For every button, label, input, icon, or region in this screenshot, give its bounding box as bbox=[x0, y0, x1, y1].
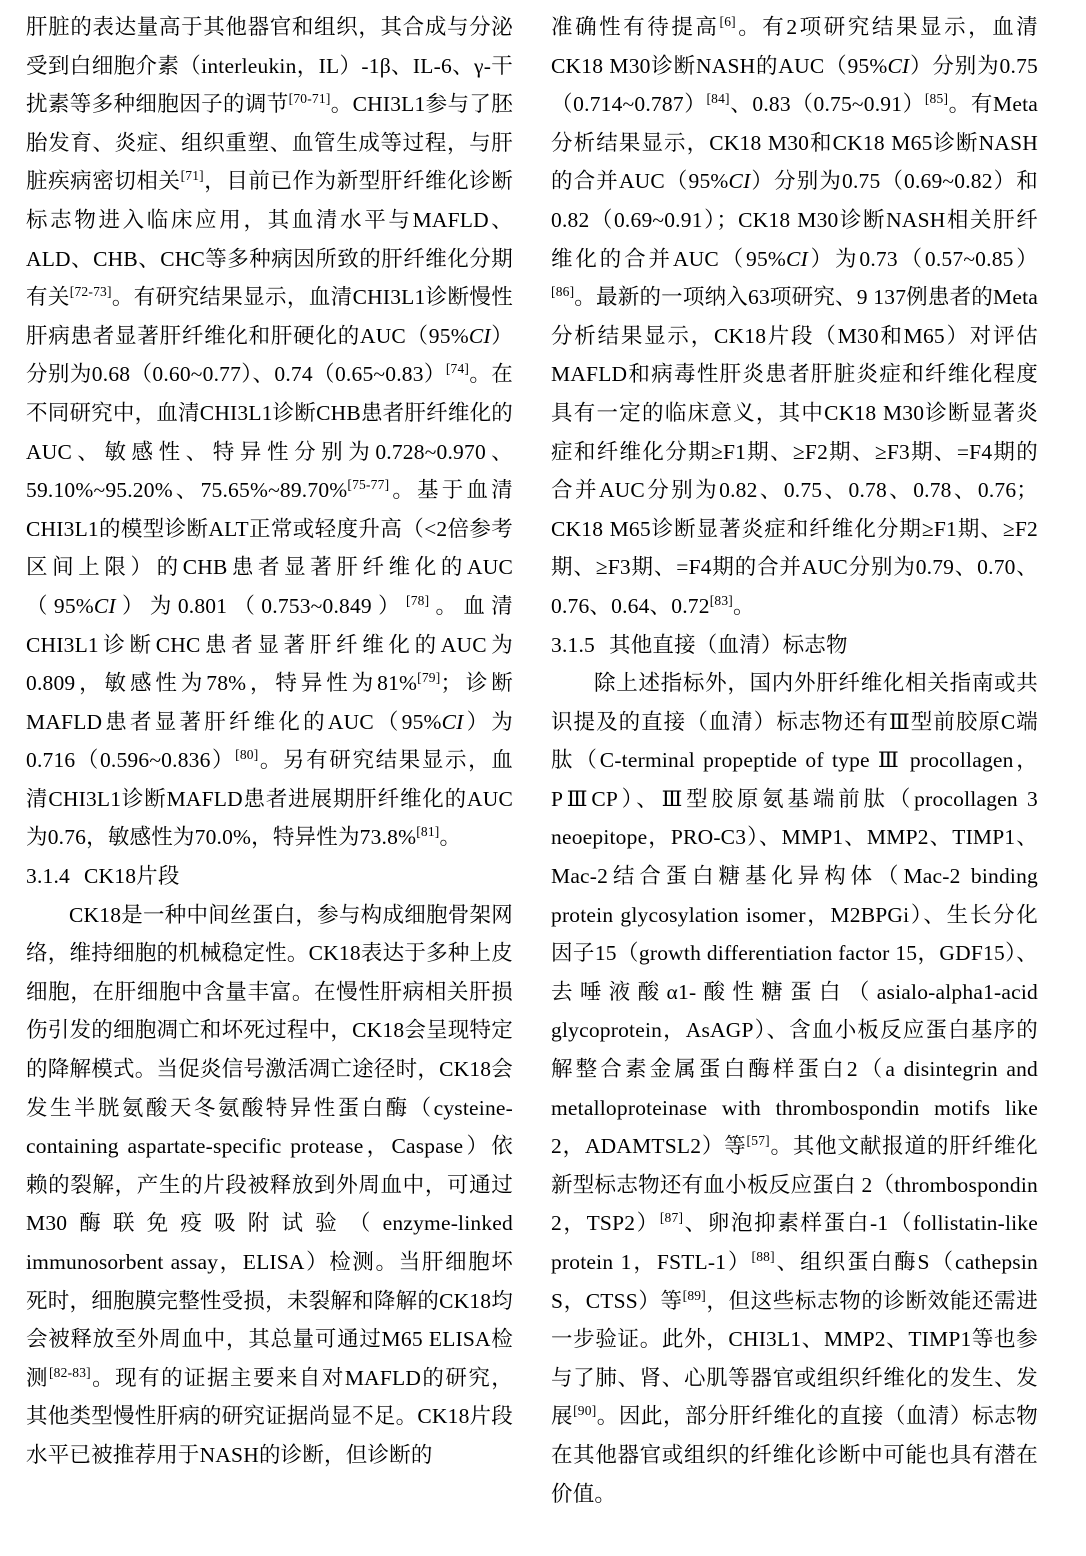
citation-ref: [6] bbox=[719, 13, 736, 29]
text-run: 、组织蛋白酶S（cathepsin S，CTSS）等 bbox=[551, 1250, 1038, 1313]
text-run: 。其他文献报道的肝纤维化新型标志物还有血小板反应蛋白 2（thrombospondin 2，TSP2） bbox=[551, 1134, 1038, 1236]
text-run: 。最新的一项纳入63项研究、9 137例患者的Meta分析结果显示，CK18片段（M30和M65）对评估MAFLD和病毒性肝炎患者肝脏炎症和纤维化程度具有一定的临床意义，其中CK18 M30诊断显著炎症和纤维化分期≥F1期、≥F2期、≥F3期、=F4期的合并AUC分别为0.82、0.75、0.78、0.78、0.76；CK18 M65诊断显著炎症和纤维化分期≥F1期、≥F2期、≥F3期、=F4期的合并AUC分别为0.79、0.70、0.76、0.64、0.72 bbox=[551, 285, 1038, 618]
citation-ref: [85] bbox=[924, 91, 949, 107]
citation-ref: [90] bbox=[573, 1403, 597, 1419]
text-run: 、卵泡抑素样蛋白-1（follistatin-like protein 1，FSTL-1） bbox=[551, 1211, 1039, 1274]
text-run: ）为0.716（0.596~0.836） bbox=[26, 709, 514, 773]
citation-ref: [74] bbox=[445, 361, 470, 377]
text-run: 肝脏的表达量高于其他器官和组织，其合成与分泌受到白细胞介素（interleukin，IL）-1β、IL-6、γ-干扰素等多种细胞因子的调节 bbox=[26, 15, 513, 117]
citation-ref: [80] bbox=[235, 747, 259, 763]
paragraph-chi3l1 bbox=[26, 8, 513, 857]
ci-italic: CI bbox=[441, 709, 464, 734]
text-run: 、0.83（0.75~0.91） bbox=[729, 92, 925, 117]
text-run: ）为0.73（0.57~0.85） bbox=[807, 246, 1038, 271]
left-column bbox=[26, 8, 513, 1546]
text-run: ；诊断MAFLD患者显著肝纤维化的AUC（95% bbox=[26, 671, 513, 734]
right-column bbox=[551, 8, 1038, 1546]
text-run: CK18是一种中间丝蛋白，参与构成细胞骨架网络，维持细胞的机械稳定性。CK18表达于多种上皮细胞，在肝细胞中含量丰富。在慢性肝病相关肝损伤引发的细胞凋亡和坏死过程中，CK18会呈现特定的降解模式。当促炎信号激活凋亡途径时，CK18会发生半胱氨酸天冬氨酸特异性蛋白酶（cysteine-containing aspartate-specific protease，Caspase）依赖的裂解，产生的片段被释放到外周血中，可通过M30酶联免疫吸附试验（enzyme-linked immunosorbent assay，ELISA）检测。当肝细胞坏死时，细胞膜完整性受损，未裂解和降解的CK18均会被释放至外周血中，其总量可通过M65 ELISA检测 bbox=[26, 902, 513, 1390]
text-run: 。 bbox=[732, 593, 755, 618]
citation-ref: [79] bbox=[417, 669, 441, 685]
ci-italic: CI bbox=[786, 246, 808, 271]
text-run: ）分别为0.75（0.69~0.82）和0.82（0.69~0.91）；CK18 M30诊断NASH相关肝纤维化的合并AUC（95% bbox=[551, 169, 1038, 271]
text-run: 。血清CHI3L1诊断CHC患者显著肝纤维化的AUC为0.809，敏感性为78%，特异性为81% bbox=[26, 593, 513, 696]
citation-ref: [70-71] bbox=[288, 91, 331, 107]
text-run: 。另有研究结果显示，血清CHI3L1诊断MAFLD患者进展期肝纤维化的AUC为0.76，敏感性为70.0%，特异性为73.8% bbox=[26, 748, 514, 850]
text-run: 。有Meta分析结果显示，CK18 M30和CK18 M65诊断NASH的合并AUC（95% bbox=[551, 92, 1038, 194]
text-run: 。 bbox=[439, 825, 462, 850]
section-title: CK18片段 bbox=[84, 864, 180, 889]
ci-italic: CI bbox=[887, 53, 910, 78]
citation-ref: [84] bbox=[706, 91, 730, 107]
text-run: 。因此，部分肝纤维化的直接（血清）标志物在其他器官或组织的纤维化诊断中可能也具有潜在价值。 bbox=[551, 1404, 1038, 1506]
section-number: 3.1.4 bbox=[26, 864, 70, 889]
citation-ref: [86] bbox=[551, 284, 575, 299]
text-run: 。基于血清CHI3L1的模型诊断ALT正常或轻度升高（<2倍参考区间上限）的CHB患者显著肝纤维化的AUC（95% bbox=[26, 478, 513, 618]
text-run: 。有2项研究结果显示，血清CK18 M30诊断NASH的AUC（95% bbox=[551, 15, 1038, 78]
section-heading-3-1-4 bbox=[26, 857, 513, 896]
citation-ref: [88] bbox=[751, 1248, 775, 1264]
section-number: 3.1.5 bbox=[551, 632, 595, 657]
ci-italic: CI bbox=[468, 323, 491, 348]
paragraph-ck18 bbox=[26, 896, 513, 1475]
section-title: 其他直接（血清）标志物 bbox=[609, 632, 848, 657]
citation-ref: [71] bbox=[180, 168, 204, 184]
text-run: 除上述指标外，国内外肝纤维化相关指南或共识提及的直接（血清）标志物还有Ⅲ型前胶原C端肽（C-terminal propeptide of type Ⅲ procollagen，PⅢCP）、Ⅲ型胶原氨基端前肽（procollagen 3 neoepitope，PRO-C3）、MMP1、MMP2、TIMP1、Mac-2结合蛋白糖基化异构体（Mac-2 binding protein glycosylation isomer，M2BPGi）、生长分化因子15（growth differentiation factor 15，GDF15）、去唾液酸α1-酸性糖蛋白（asialo-alpha1-acid glycoprotein，AsAGP）、含血小板反应蛋白基序的解整合素金属蛋白酶样蛋白2（a disintegrin and metalloproteinase with thrombospondin motifs like 2，ADAMTSL2）等 bbox=[551, 671, 1038, 1159]
text-run: ）分别为0.75（0.714~0.787） bbox=[551, 53, 1038, 117]
ci-italic: CI bbox=[93, 593, 116, 618]
citation-ref: [78] bbox=[406, 592, 430, 608]
text-run: ）为0.801（0.753~0.849） bbox=[115, 593, 406, 618]
text-run: ，目前已作为新型肝纤维化诊断标志物进入临床应用，其血清水平与MAFLD、ALD、CHB、CHC等多种病因所致的肝纤维化分期有关 bbox=[26, 169, 513, 310]
text-run: ，但这些标志物的诊断效能还需进一步验证。此外，CHI3L1、MMP2、TIMP1等也参与了肺、肾、心肌等器官或组织纤维化的发生、发展 bbox=[551, 1288, 1038, 1429]
citation-ref: [81] bbox=[416, 824, 440, 840]
citation-ref: [87] bbox=[659, 1210, 684, 1226]
text-run: 。现有的证据主要来自对MAFLD的研究，其他类型慢性肝病的研究证据尚显不足。CK18片段水平已被推荐用于NASH的诊断，但诊断的 bbox=[26, 1365, 514, 1467]
paragraph-ck18-continued bbox=[551, 8, 1038, 626]
ci-italic: CI bbox=[728, 169, 751, 194]
citation-ref: [75-77] bbox=[347, 476, 390, 492]
section-heading-3-1-5 bbox=[551, 626, 1038, 665]
citation-ref: [57] bbox=[746, 1133, 770, 1149]
citation-ref: [83] bbox=[709, 592, 733, 608]
two-column-layout bbox=[26, 8, 1060, 1546]
citation-ref: [72-73] bbox=[69, 284, 112, 299]
text-run: 。CHI3L1参与了胚胎发育、炎症、组织重塑、血管生成等过程，与肝脏疾病密切相关 bbox=[26, 92, 513, 194]
citation-ref: [89] bbox=[682, 1287, 706, 1303]
text-run: 准确性有待提高 bbox=[551, 15, 720, 39]
paragraph-other-serum-markers bbox=[551, 664, 1038, 1513]
text-run: 。在不同研究中，血清CHI3L1诊断CHB患者肝纤维化的AUC、敏感性、特异性分别为0.728~0.970、59.10%~95.20%、75.65%~89.70% bbox=[26, 362, 513, 503]
citation-ref: [82-83] bbox=[48, 1364, 91, 1380]
text-run: ）分别为0.68（0.60~0.77）、0.74（0.65~0.83） bbox=[26, 323, 513, 387]
text-run: 。有研究结果显示，血清CHI3L1诊断慢性肝病患者显著肝纤维化和肝硬化的AUC（95% bbox=[26, 285, 513, 348]
